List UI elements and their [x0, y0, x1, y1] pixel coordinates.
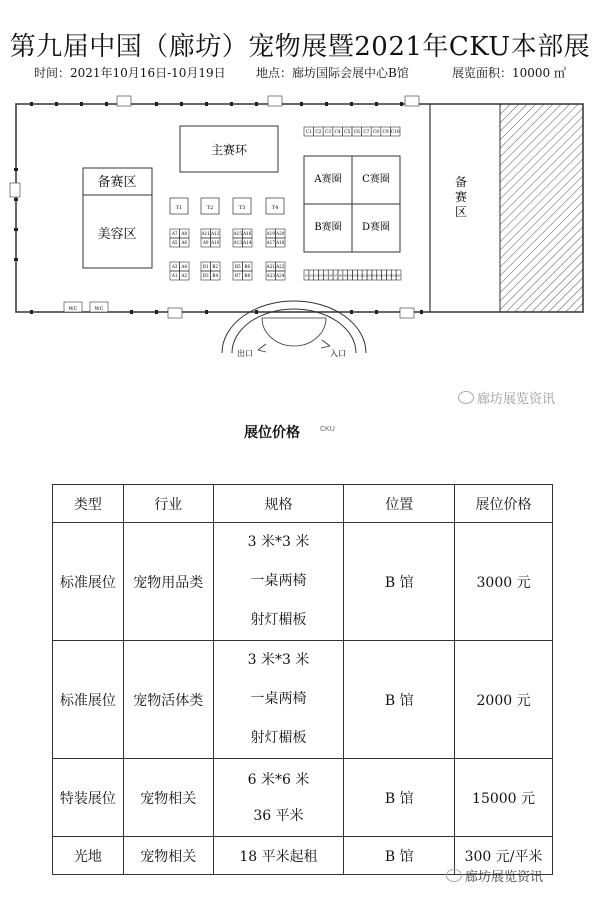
d-booth-label: D5 — [324, 274, 328, 278]
row-location: B 馆 — [344, 641, 455, 759]
t-booth-label-1: T1 — [175, 205, 183, 211]
booth-cell-label: A14 — [243, 240, 252, 246]
row-industry: 宠物相关 — [123, 837, 213, 875]
entry-arrow — [321, 340, 330, 348]
booth-cell-label: A24 — [276, 273, 285, 279]
gate-bottom-2 — [400, 308, 414, 318]
main-ring-label: 主赛环 — [210, 143, 248, 157]
d-booth-label: D15 — [371, 274, 377, 278]
price-table — [52, 484, 553, 875]
hall-outline — [16, 104, 583, 312]
spec-line: 一桌两椅 — [250, 573, 307, 589]
d-booth-label: D6 — [328, 274, 333, 278]
booth-cell-label: B1 — [202, 264, 209, 270]
booth-grid — [170, 229, 285, 280]
row-industry: 宠物活体类 — [123, 641, 213, 759]
row-spec — [213, 759, 344, 837]
c-booth-label: C3 — [324, 130, 332, 136]
d-booth-label: D10 — [347, 274, 353, 278]
watermark-text: 廊坊展览资讯 — [477, 391, 556, 406]
row-spec — [213, 523, 344, 641]
header-price: 展位价格 — [455, 485, 553, 523]
gate-bottom-1 — [168, 308, 182, 318]
right-prep-char-3: 区 — [454, 205, 468, 219]
price-table-header — [53, 485, 553, 523]
spec-line: 6 米*6 米 — [247, 771, 310, 788]
ring-a-label: A赛圈 — [314, 174, 342, 185]
prep-area-label: 备赛区 — [97, 175, 137, 190]
spec-line: 射灯楣板 — [250, 730, 307, 746]
ring-c-label: C赛圈 — [362, 174, 390, 185]
booth-cell-label: A16 — [243, 231, 252, 237]
spec-line: 一桌两椅 — [250, 691, 307, 707]
booth-cell-label: A3 — [171, 264, 178, 270]
page-title: 第九届中国（廊坊）宠物展暨2021年CKU本部展 — [9, 32, 591, 62]
booth-cell-label: A5 — [171, 240, 178, 246]
wechat-icon — [446, 869, 462, 882]
booth-cell-label: A20 — [276, 231, 285, 237]
door-swing — [262, 318, 326, 346]
booth-cell-label: A10 — [211, 240, 220, 246]
d-booth-label: D2 — [309, 274, 314, 278]
row-spec: 18 平米起租 — [213, 837, 344, 875]
d-booth-label: D3 — [314, 274, 318, 278]
row-location: B 馆 — [344, 759, 455, 837]
c-booth-label: C1 — [305, 130, 312, 136]
ring-d-label: D赛圈 — [361, 222, 391, 233]
t-booth-label-4: T4 — [271, 205, 279, 211]
header-spec: 规格 — [213, 485, 344, 523]
row-price: 2000 元 — [455, 641, 553, 759]
booth-cell-label: B6 — [244, 264, 251, 270]
booth-cell-label: A22 — [276, 264, 285, 270]
booth-cell-label: A6 — [181, 240, 188, 246]
booth-cell-label: A13 — [233, 240, 242, 246]
d-booth-label: D11 — [352, 274, 358, 278]
row-type: 光地 — [53, 837, 124, 875]
d-booth-row — [304, 270, 402, 280]
gate-top-2 — [268, 96, 282, 106]
row-price: 300 元/平米 — [455, 837, 553, 875]
header-location: 位置 — [344, 485, 455, 523]
right-prep-char-1: 备 — [454, 175, 468, 189]
row-industry: 宠物相关 — [123, 759, 213, 837]
d-booth-label: D4 — [319, 274, 323, 278]
d-booth-label: D13 — [362, 274, 368, 278]
c-booth-row — [304, 127, 400, 136]
row-spec — [213, 641, 344, 759]
wechat-icon — [458, 391, 474, 404]
gate-left — [10, 183, 20, 197]
spec-line: 3 米*3 米 — [247, 534, 310, 550]
row-type: 标准展位 — [53, 523, 124, 641]
c-booth-label: C9 — [382, 130, 389, 136]
wc-label-2: WC — [94, 306, 104, 312]
booth-cell-label: A9 — [202, 240, 209, 246]
table-row — [53, 641, 553, 759]
d-booth-label: D14 — [366, 274, 372, 278]
gate-top-3 — [405, 96, 419, 106]
booth-cell-label: A1 — [171, 273, 178, 279]
t-booth-label-2: T2 — [206, 205, 214, 211]
d-booth-label: D8 — [338, 274, 343, 278]
booth-cell-label: A4 — [181, 264, 188, 270]
booth-cell-label: B4 — [212, 273, 219, 279]
row-industry: 宠物用品类 — [123, 523, 213, 641]
booth-cell-label: B2 — [212, 264, 219, 270]
header-industry: 行业 — [123, 485, 213, 523]
c-booth-label: C10 — [390, 130, 400, 136]
d-booth-label: D20 — [396, 274, 402, 278]
booth-cell-label: A23 — [266, 273, 275, 279]
ring-b-label: B赛圈 — [314, 222, 342, 233]
table-row — [53, 523, 553, 641]
entry-label: 入口 — [330, 349, 346, 358]
d-booth-label: D9 — [343, 274, 347, 278]
exhibition-location: 地点：廊坊国际会展中心B馆 — [256, 66, 409, 80]
c-booth-label: C2 — [315, 130, 322, 136]
booth-cell-label: A19 — [266, 231, 275, 237]
d-booth-label: D19 — [391, 274, 397, 278]
row-type: 特装展位 — [53, 759, 124, 837]
watermark-top — [458, 388, 555, 407]
row-location: B 馆 — [344, 837, 455, 875]
booth-cell-label: B3 — [202, 273, 209, 279]
c-booth-label: C7 — [363, 130, 370, 136]
d-booth-label: D1 — [304, 274, 309, 278]
exhibition-time: 时间：2021年10月16日-10月19日 — [34, 66, 226, 80]
price-section-title: 展位价格 — [244, 424, 300, 440]
beauty-area-label: 美容区 — [97, 227, 137, 242]
booth-cell-label: B5 — [234, 264, 241, 270]
row-price: 3000 元 — [455, 523, 553, 641]
floor-plan — [0, 88, 600, 380]
d-booth-label: D7 — [333, 274, 338, 278]
row-price: 15000 元 — [455, 759, 553, 837]
booth-cell-label: A11 — [201, 231, 210, 237]
watermark-text: 廊坊展览资讯 — [465, 869, 544, 884]
d-booth-label: D16 — [376, 274, 382, 278]
booth-cell-label: A8 — [181, 231, 188, 237]
booth-cell-label: A12 — [211, 231, 220, 237]
d-booth-label: D17 — [381, 274, 387, 278]
c-booth-label: C8 — [372, 130, 380, 136]
booth-cell-label: A18 — [276, 240, 285, 246]
right-prep-char-2: 赛 — [454, 190, 468, 204]
c-booth-label: C5 — [344, 130, 351, 136]
wc-label-1: WC — [68, 306, 78, 312]
row-location: B 馆 — [344, 523, 455, 641]
t-booth-label-3: T3 — [238, 205, 246, 211]
booth-cell-label: B8 — [244, 273, 251, 279]
booth-cell-label: A15 — [233, 231, 242, 237]
hatched-area — [500, 104, 583, 312]
exhibition-area: 展览面积：10000 ㎡ — [452, 66, 566, 80]
c-booth-label: C6 — [353, 130, 360, 136]
spec-line: 36 平米 — [253, 807, 304, 824]
watermark-bottom — [446, 866, 543, 885]
d-booth-label: D12 — [357, 274, 363, 278]
exit-label: 出口 — [237, 349, 253, 358]
gate-top-1 — [117, 96, 131, 106]
booth-cell-label: A7 — [171, 231, 178, 237]
d-booth-label: D18 — [386, 274, 392, 278]
booth-cell-label: B7 — [234, 273, 241, 279]
booth-cell-label: A2 — [181, 273, 188, 279]
header-type: 类型 — [53, 485, 124, 523]
spec-line: 3 米*3 米 — [247, 652, 310, 668]
cku-logo: CKU — [320, 426, 335, 433]
booth-cell-label: A21 — [266, 264, 275, 270]
exit-arrow — [258, 344, 266, 352]
booth-cell-label: A17 — [266, 240, 275, 246]
spec-line: 射灯楣板 — [250, 612, 307, 628]
c-booth-label: C4 — [334, 130, 341, 136]
table-row — [53, 759, 553, 837]
row-type: 标准展位 — [53, 641, 124, 759]
